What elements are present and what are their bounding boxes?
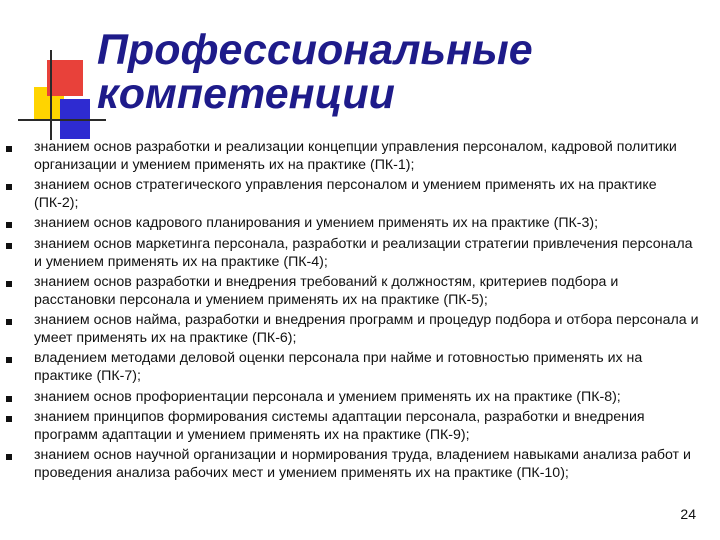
red-square-decoration xyxy=(47,60,83,96)
competency-item xyxy=(0,409,720,445)
competency-text: знанием основ разработки и реализации концепции управления персоналом, кадровой политики организации и умением применять их на практике (ПК-1); xyxy=(34,139,677,173)
competency-text: знанием основ кадрового планирования и умением применять их на практике (ПК-3); xyxy=(34,215,599,232)
competency-text: знанием принципов формирования системы адаптации персонала, разработки и внедрения программ адаптации и умением применять их на практике (ПК-9); xyxy=(34,408,645,443)
competency-text: владением методами деловой оценки персонала при найме и готовностью применять их на практике (ПК-7); xyxy=(34,350,643,385)
bullet-icon xyxy=(6,243,12,249)
competency-item xyxy=(0,447,720,483)
competency-item xyxy=(0,389,720,407)
bullet-icon xyxy=(6,146,12,152)
slide-title-line-1: Профессиональные xyxy=(97,26,533,74)
competency-text: знанием основ стратегического управления персоналом и умением применять их на практике (ПК-2); xyxy=(34,177,657,212)
bullet-icon xyxy=(6,416,12,422)
slide-title xyxy=(97,28,533,116)
slide-title-line-2: компетенции xyxy=(97,70,395,118)
competency-item xyxy=(0,139,720,175)
competency-item xyxy=(0,236,720,272)
competency-text: знанием основ маркетинга персонала, разработки и реализации стратегии привлечения персонала и умением применять их на практике (ПК-4); xyxy=(34,235,693,270)
competency-item xyxy=(0,312,720,348)
bullet-icon xyxy=(6,357,12,363)
competency-text: знанием основ профориентации персонала и умением применять их на практике (ПК-8); xyxy=(34,388,621,405)
competency-text: знанием основ найма, разработки и внедрения программ и процедур подбора и отбора персонала и умеет применять их на практике (ПК-6); xyxy=(34,312,699,347)
bullet-icon xyxy=(6,281,12,287)
bullet-icon xyxy=(6,319,12,325)
competency-item xyxy=(0,177,720,213)
competency-item xyxy=(0,350,720,386)
competency-text: знанием основ научной организации и нормирования труда, владением навыками анализа работ и проведения анализа рабочих мест и умением применять их на практике (ПК-10); xyxy=(34,447,691,481)
competency-text: знанием основ разработки и внедрения требований к должностям, критериев подбора и расстановки персонала и умением применять их на практике (ПК-5); xyxy=(34,273,619,308)
competency-item xyxy=(0,215,720,233)
competency-list xyxy=(0,139,720,485)
bullet-icon xyxy=(6,396,12,402)
horizontal-line-decoration xyxy=(18,119,106,121)
bullet-icon xyxy=(6,454,12,460)
competency-item xyxy=(0,274,720,310)
bullet-icon xyxy=(6,184,12,190)
bullet-icon xyxy=(6,222,12,228)
vertical-line-decoration xyxy=(50,50,52,140)
page-number: 24 xyxy=(680,506,696,522)
